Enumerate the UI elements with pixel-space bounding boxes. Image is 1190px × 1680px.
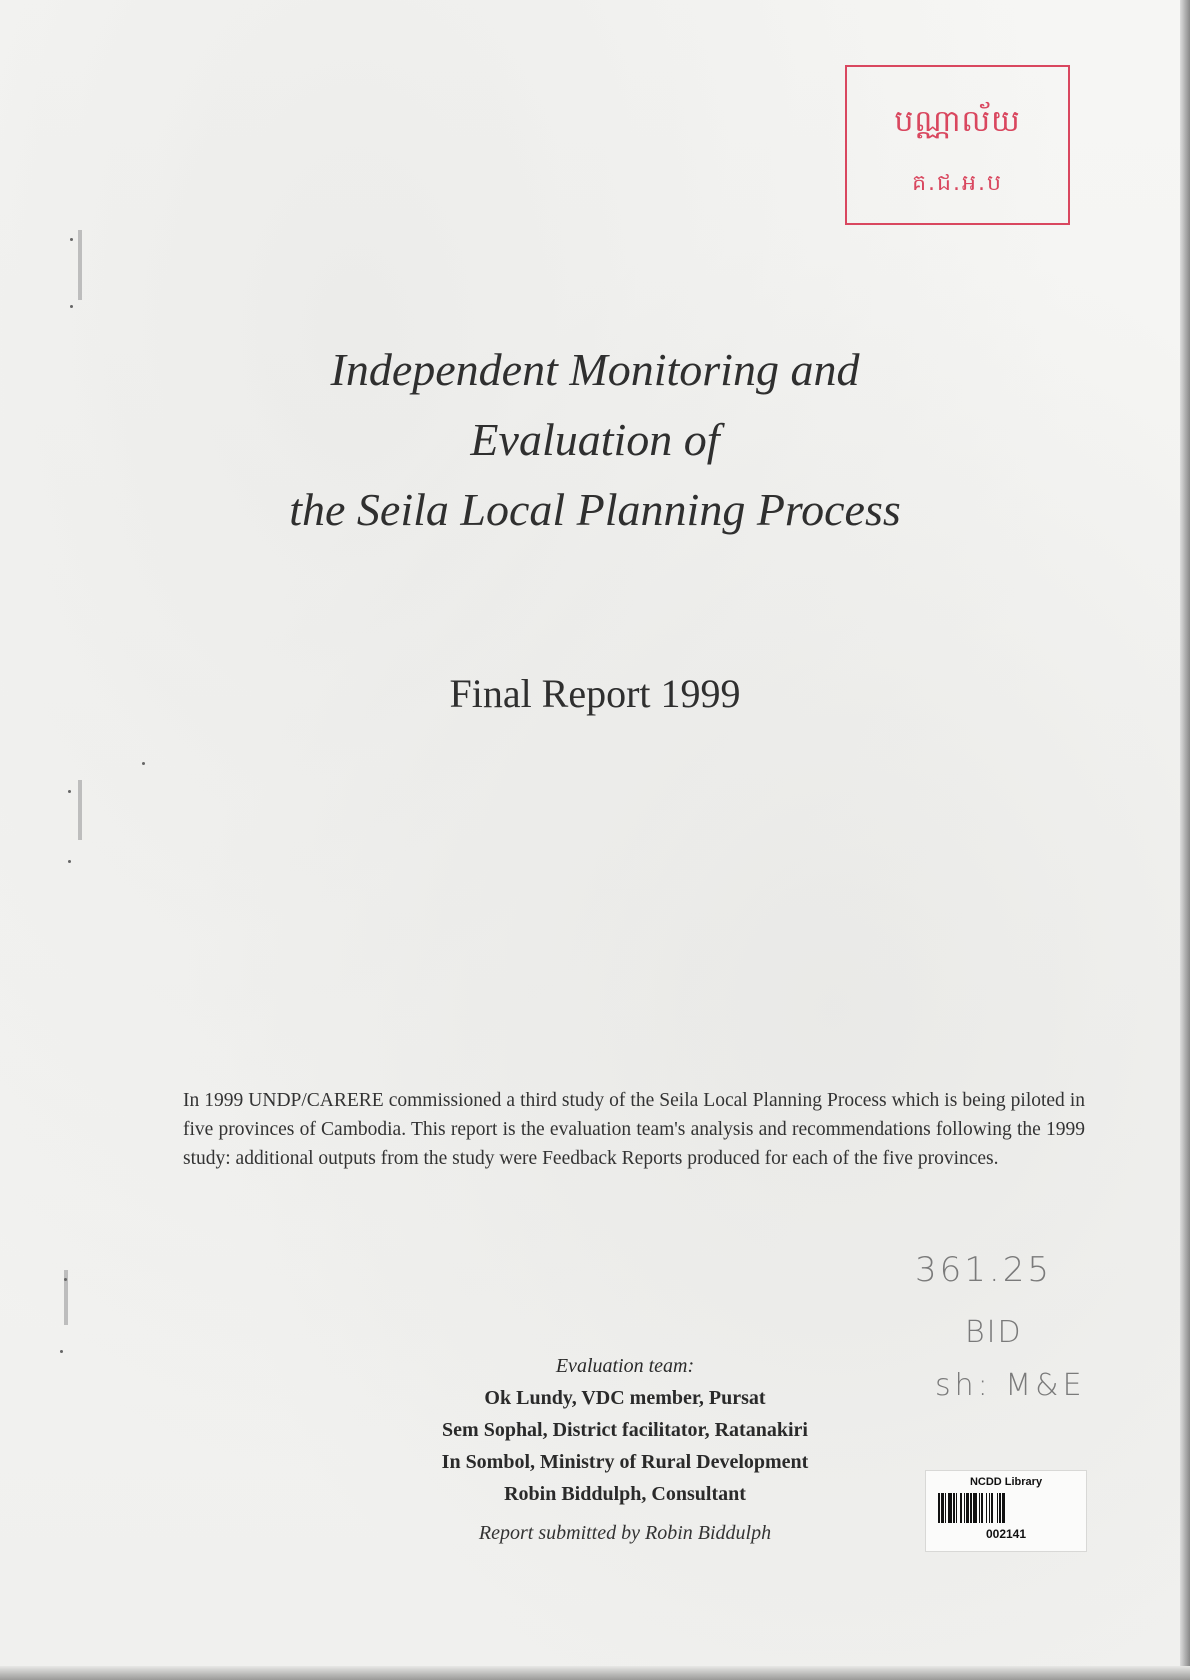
handwritten-call-number: 361.25 (915, 1250, 1052, 1290)
handwritten-author-code: BID (965, 1315, 1023, 1350)
library-stamp (845, 65, 1070, 225)
barcode-icon (938, 1493, 1074, 1523)
library-barcode-label (925, 1470, 1087, 1552)
page-edge-right (1180, 0, 1190, 1680)
stamp-line2: គ.ជ.អ.ប (912, 171, 1003, 196)
library-number: 002141 (985, 1527, 1027, 1541)
scan-speck (64, 1278, 67, 1281)
team-member: Ok Lundy, VDC member, Pursat (484, 1387, 766, 1409)
scan-speck (70, 238, 73, 241)
team-member: Sem Sophal, District facilitator, Ratanakiri (442, 1419, 808, 1441)
binding-mark (78, 780, 82, 840)
page-edge-bottom (0, 1666, 1190, 1680)
report-subtitle: Final Report 1999 (449, 671, 741, 716)
scan-speck (60, 1350, 63, 1353)
title-line3: the Seila Local Planning Process (289, 484, 901, 535)
report-title (150, 335, 1040, 545)
scan-speck (70, 305, 73, 308)
barcode-bar (1005, 1493, 1007, 1523)
scan-speck (68, 860, 71, 863)
library-name: NCDD Library (969, 1476, 1043, 1488)
title-line2: Evaluation of (470, 414, 720, 465)
evaluation-team (380, 1350, 870, 1510)
scan-speck (68, 790, 71, 793)
submitted-by: Report submitted by Robin Biddulph (478, 1522, 772, 1544)
abstract-paragraph: In 1999 UNDP/CARERE commissioned a third study of the Seila Local Planning Process which is being piloted in five provinces of Cambodia. This report is the evaluation team's analysis and recommendations following the 1999 study: additional outputs from the study were Feedback Reports produced for each of the five provinces. (183, 1090, 1085, 1169)
title-line1: Independent Monitoring and (330, 344, 860, 395)
stamp-line1: បណ្ណាល័យ (894, 104, 1021, 139)
team-heading: Evaluation team: (555, 1355, 695, 1377)
scan-speck (142, 762, 145, 765)
binding-mark (78, 230, 82, 300)
team-member: In Sombol, Ministry of Rural Development (441, 1451, 809, 1473)
handwritten-shelf-note: sh: M&E (935, 1368, 1086, 1403)
team-member: Robin Biddulph, Consultant (504, 1483, 746, 1505)
